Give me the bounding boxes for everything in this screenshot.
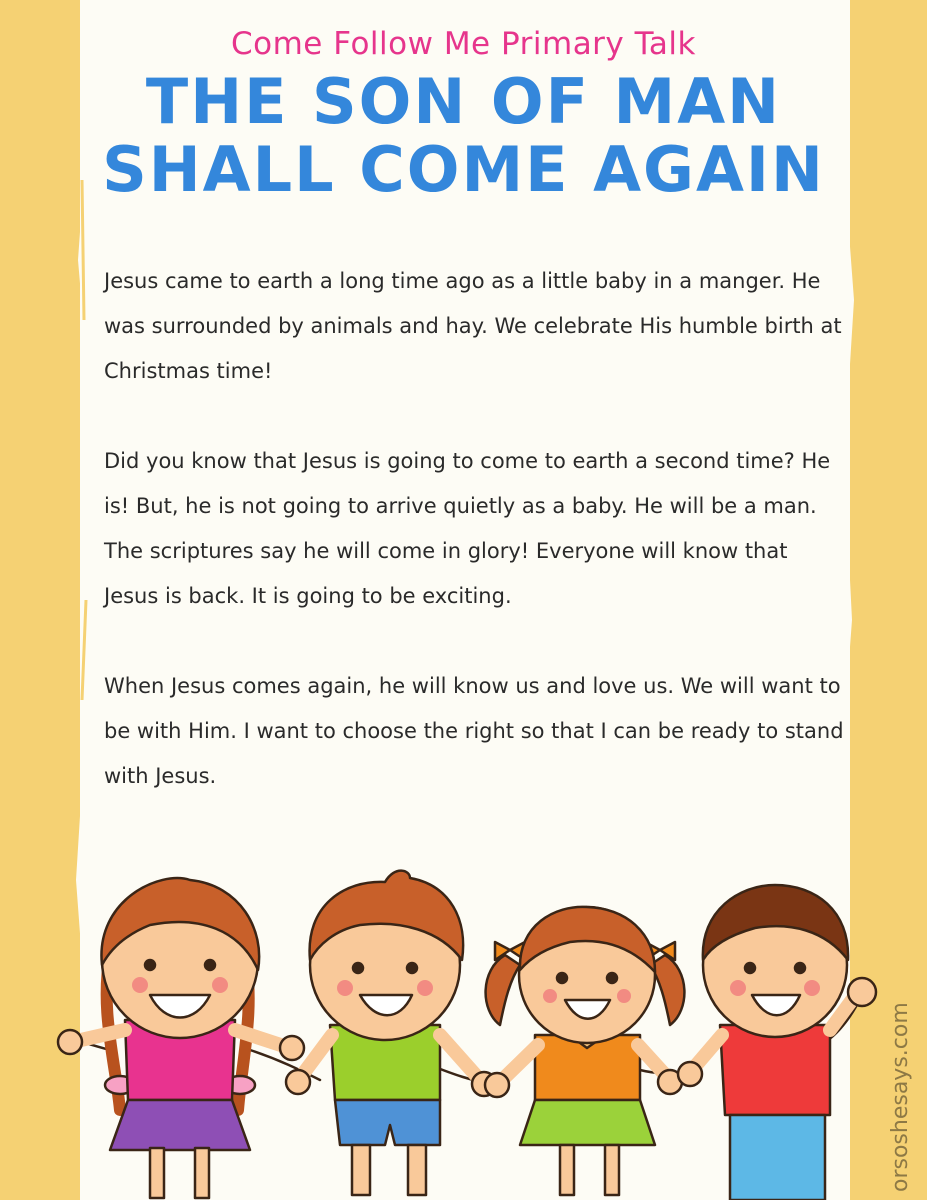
girl-with-pigtails bbox=[485, 907, 684, 1195]
title-line-1: THE SON OF MAN bbox=[145, 65, 782, 138]
paragraph: Jesus came to earth a long time ago as a little baby in a manger. He was surrounded by animals and hay. We celebrate His humble birth at Christmas time! bbox=[104, 269, 842, 383]
boy-red-shirt bbox=[678, 885, 876, 1200]
paragraph: Did you know that Jesus is going to come to earth a second time? He is! But, he is not going to arrive quietly as a baby. He will be a man. The scriptures say he will come in glory! Everyone will know that Jesus is back. It is going to be exciting. bbox=[104, 449, 831, 608]
girl-with-braids bbox=[58, 878, 304, 1198]
site-watermark: orsoshesays.com bbox=[888, 1002, 913, 1192]
paragraph: When Jesus comes again, he will know us and love us. We will want to be with Him. I want to choose the right so that I can be ready to stand with Jesus. bbox=[104, 674, 844, 788]
four-children-holding-hands-illustration bbox=[0, 860, 900, 1200]
page-title bbox=[0, 65, 927, 206]
title-line-2: SHALL COME AGAIN bbox=[102, 133, 825, 206]
boy-green-shirt bbox=[286, 871, 496, 1195]
page-subtitle: Come Follow Me Primary Talk bbox=[230, 26, 696, 62]
talk-body bbox=[104, 259, 844, 844]
